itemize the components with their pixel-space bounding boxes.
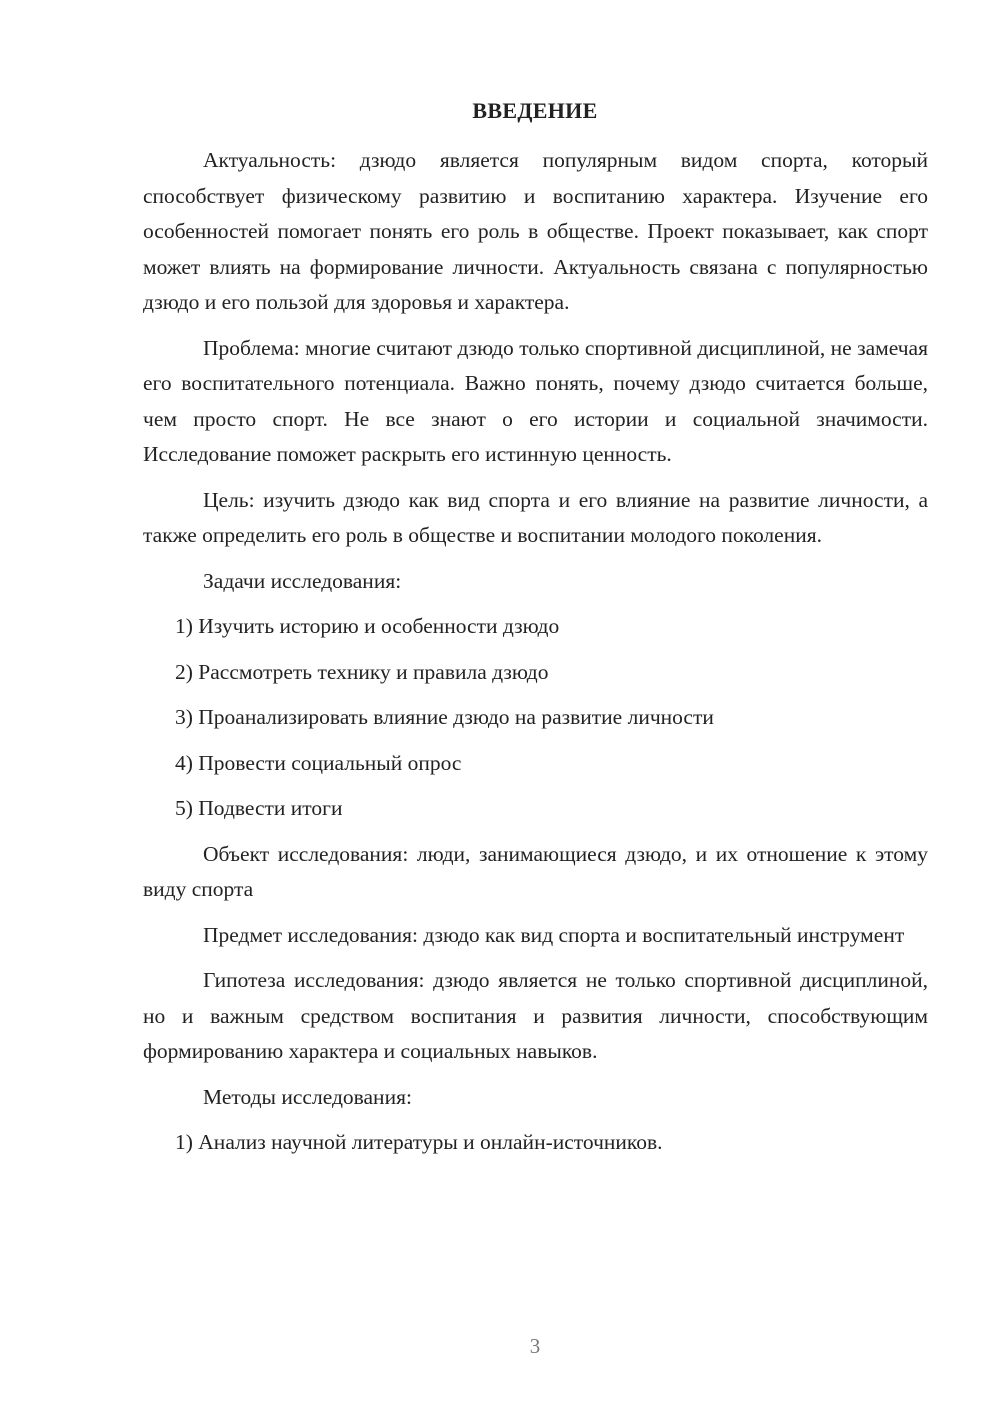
list-item-task-1: 1) Изучить историю и особенности дзюдо [175,614,560,638]
paragraph-problem: Проблема: многие считают дзюдо только спортивной дисциплиной, не замечая его воспитательного потенциала. Важно понять, почему дзюдо считается больше, чем просто спорт. Не все знают о его истории и социальной значимости. Исследование поможет раскрыть его истинную ценность. [143,335,928,466]
document-body [143,143,928,1171]
paragraph-goal: Цель: изучить дзюдо как вид спорта и его влияние на развитие личности, а также определить его роль в обществе и воспитании молодого поколения. [143,487,928,547]
paragraph-relevance: Актуальность: дзюдо является популярным видом спорта, который способствует физическому развитию и воспитанию характера. Изучение его особенностей помогает понять его роль в обществе. Проект показывает, как спорт может влиять на формирование личности. Актуальность связана с популярностью дзюдо и его пользой для здоровья и характера. [143,148,928,314]
paragraph-hypothesis: Гипотеза исследования: дзюдо является не только спортивной дисциплиной, но и важным средством воспитания и развития личности, способствующим формированию характера и социальных навыков. [143,968,928,1063]
tasks-heading: Задачи исследования: [203,568,402,593]
page-title: ВВЕДЕНИЕ [472,98,598,123]
list-item-task-3: 3) Проанализировать влияние дзюдо на развитие личности [175,705,714,729]
paragraph-subject: Предмет исследования: дзюдо как вид спорта и воспитательный инструмент [203,922,905,947]
list-item-method-1: 1) Анализ научной литературы и онлайн-источников. [175,1130,663,1154]
paragraph-object: Объект исследования: люди, занимающиеся дзюдо, и их отношение к этому виду спорта [143,841,928,901]
methods-heading: Методы исследования: [203,1084,412,1109]
list-item-task-5: 5) Подвести итоги [175,796,343,820]
list-item-task-2: 2) Рассмотреть технику и правила дзюдо [175,659,549,684]
list-item-task-4: 4) Провести социальный опрос [175,750,462,775]
page-number: 3 [529,1334,541,1358]
